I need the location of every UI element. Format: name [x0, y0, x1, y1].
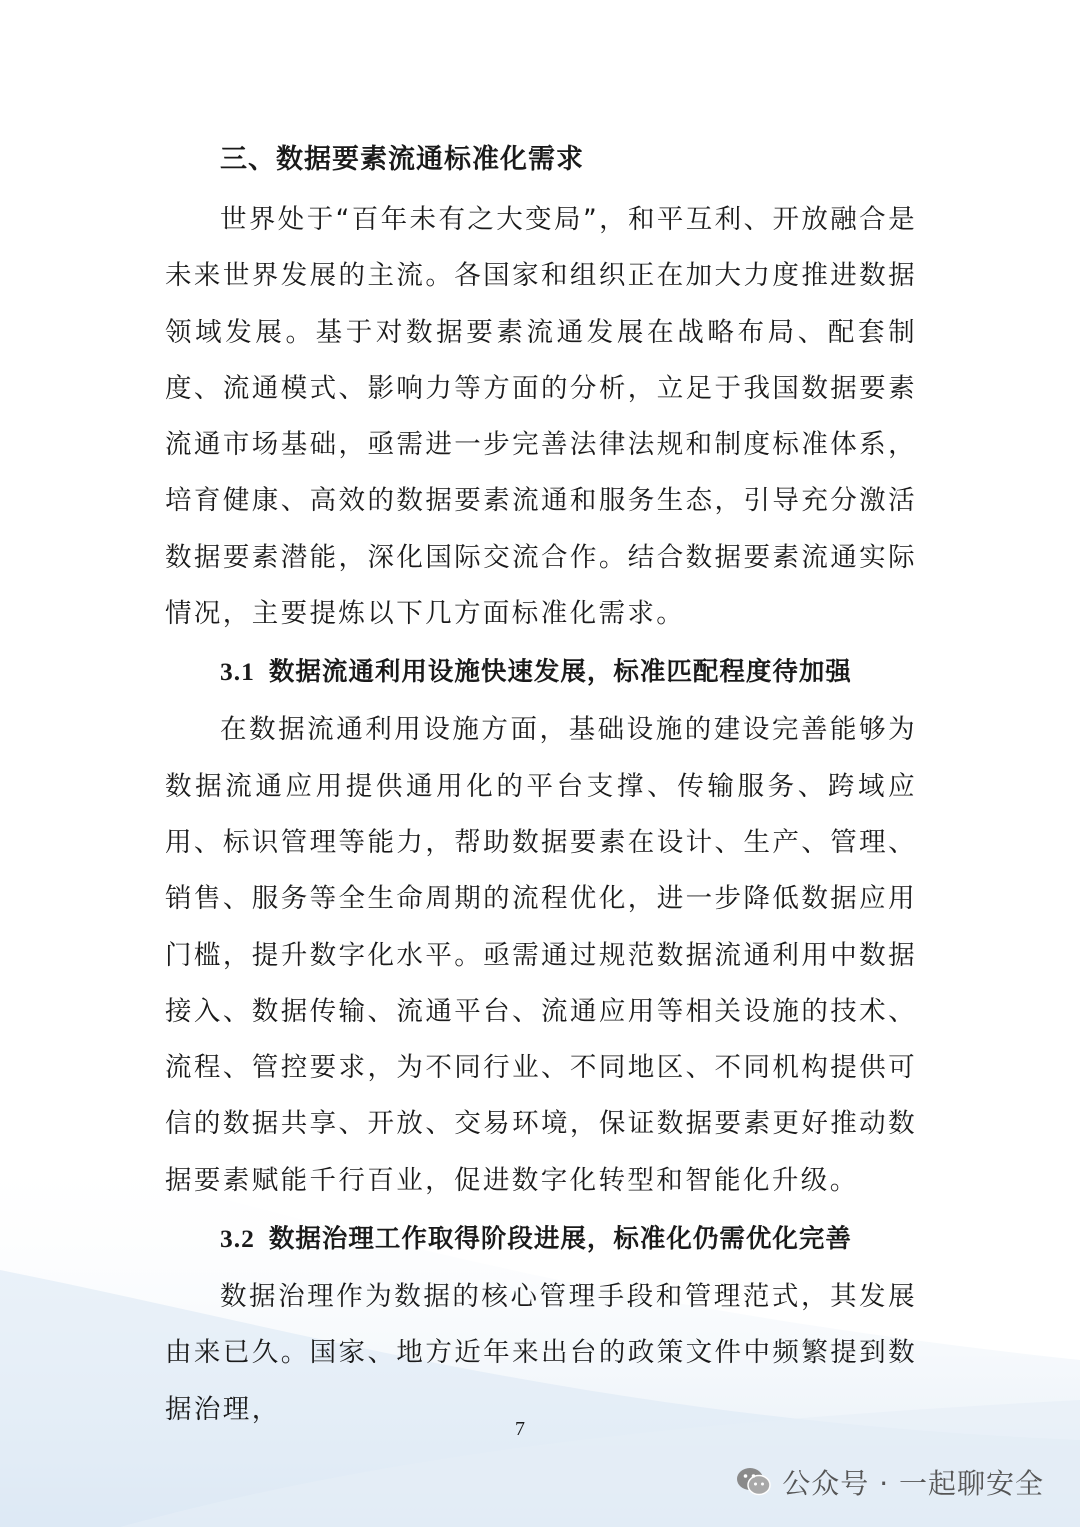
- page-number: 7: [515, 1418, 525, 1440]
- subsection-heading-3-1: [220, 652, 917, 692]
- subsection-3-1-paragraph: 在数据流通利用设施方面，基础设施的建设完善能够为数据流通应用提供通用化的平台支撑、传输服务、跨域应用、标识管理等能力，帮助数据要素在设计、生产、管理、销售、服务等全生命周期的流程优化，进一步降低数据应用门槛，提升数字化水平。亟需通过规范数据流通利用中数据接入、数据传输、流通平台、流通应用等相关设施的技术、流程、管控要求，为不同行业、不同地区、不同机构提供可信的数据共享、开放、交易环境，保证数据要素更好推动数据要素赋能千行百业，促进数字化转型和智能化升级。: [165, 714, 917, 1196]
- subsection-title: 数据治理工作取得阶段进展，标准化仍需优化完善: [268, 1224, 852, 1255]
- subsection-number: 3.2: [220, 1224, 255, 1254]
- watermark-text: 公众号 · 一起聊安全: [782, 1467, 1044, 1500]
- subsection-number: 3.1: [220, 657, 255, 687]
- subsection-title: 数据流通利用设施快速发展，标准匹配程度待加强: [268, 657, 852, 688]
- subsection-heading-3-2: [220, 1219, 917, 1259]
- section-heading: 三、数据要素流通标准化需求: [220, 144, 584, 175]
- wechat-icon: [736, 1466, 772, 1498]
- watermark: [736, 1462, 1044, 1502]
- intro-paragraph: 世界处于“百年未有之大变局”，和平互利、开放融合是未来世界发展的主流。各国家和组织正在加大力度推进数据领域发展。基于对数据要素流通发展在战略布局、配套制度、流通模式、影响力等方面的分析，立足于我国数据要素流通市场基础，亟需进一步完善法律法规和制度标准体系，培育健康、高效的数据要素流通和服务生态，引导充分激活数据要素潜能，深化国际交流合作。结合数据要素流通实际情况，主要提炼以下几方面标准化需求。: [165, 204, 917, 630]
- subsection-3-2-paragraph: 数据治理作为数据的核心管理手段和管理范式，其发展由来已久。国家、地方近年来出台的政策文件中频繁提到数据治理，: [165, 1281, 917, 1425]
- document-body: [165, 140, 917, 1438]
